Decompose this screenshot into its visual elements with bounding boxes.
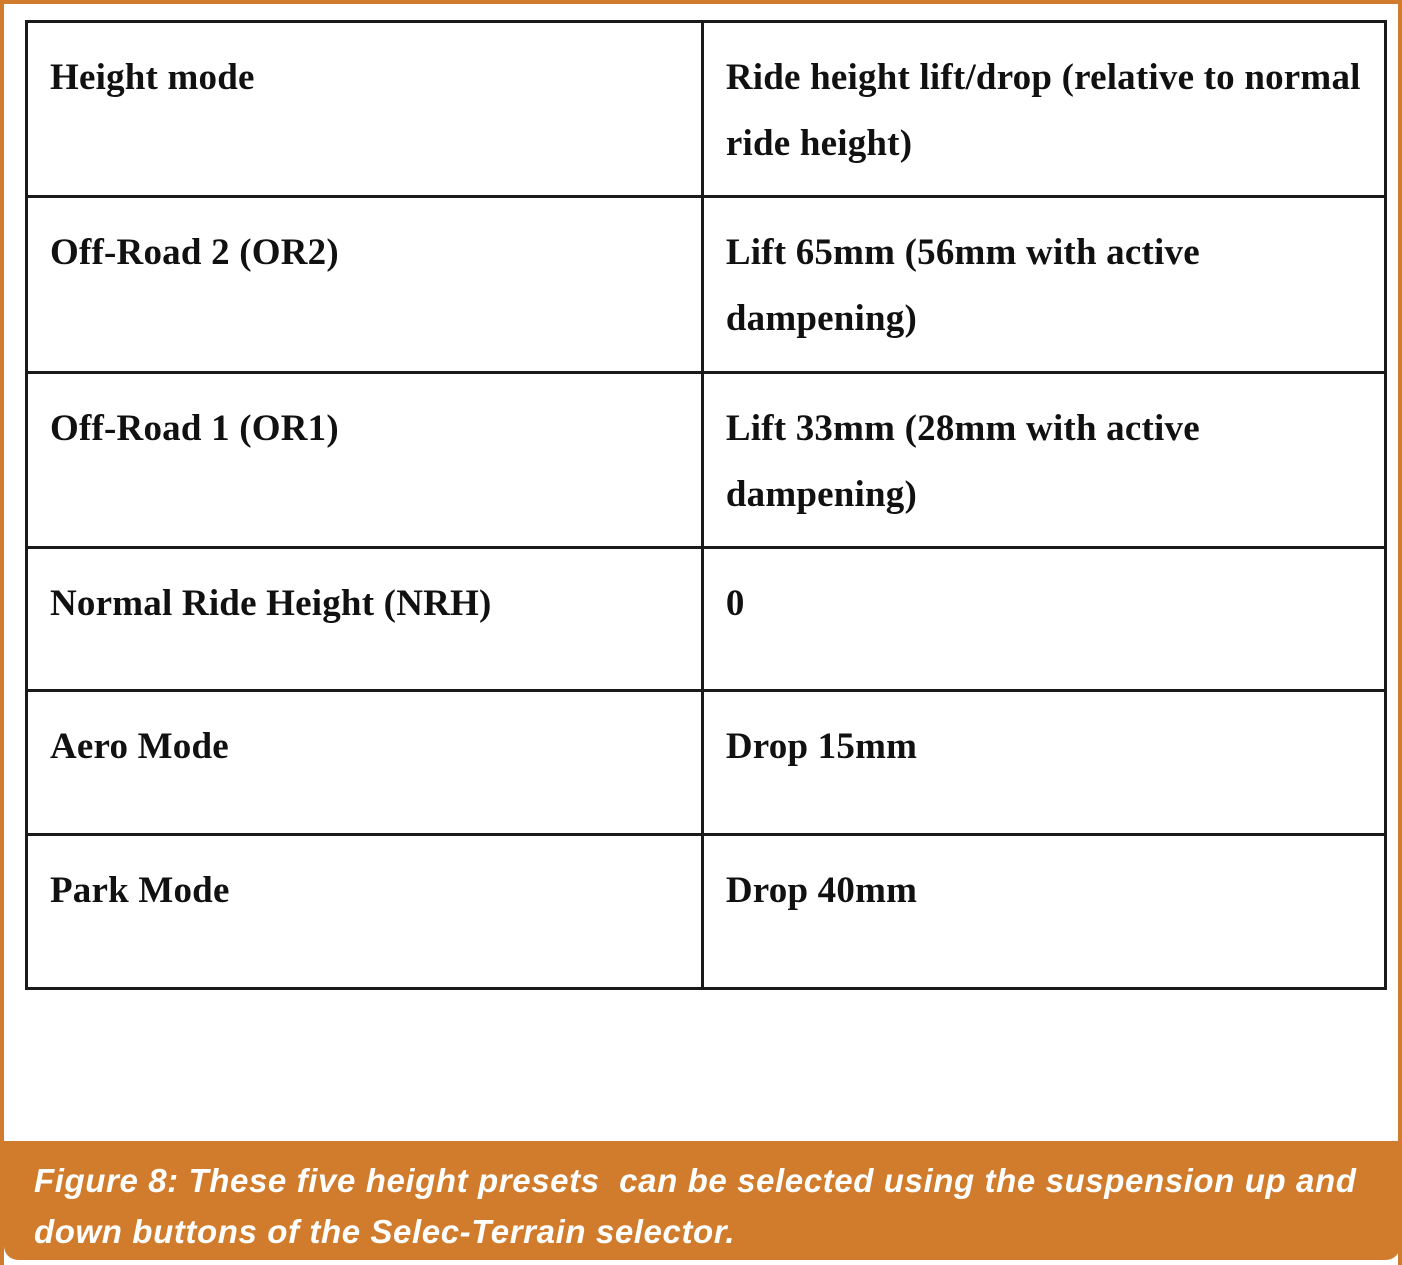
value-cell: Lift 33mm (28mm with active dampening) [702,373,1385,548]
table-row [27,691,1386,835]
table-row [27,548,1386,691]
figure-caption: Figure 8: These five height presets can be selected using the suspension up and down buttons of the Selec-Terrain selector. [4,1141,1400,1260]
mode-cell: Aero Mode [27,691,703,835]
table-header-row [27,22,1386,197]
mode-cell: Normal Ride Height (NRH) [27,548,703,691]
table-row [27,835,1386,989]
value-cell: Lift 65mm (56mm with active dampening) [702,197,1385,373]
header-ride-height: Ride height lift/drop (relative to normal ride height) [702,22,1385,197]
value-cell: Drop 15mm [702,691,1385,835]
value-cell: Drop 40mm [702,835,1385,989]
mode-cell: Off-Road 2 (OR2) [27,197,703,373]
mode-cell: Off-Road 1 (OR1) [27,373,703,548]
height-presets-table [25,20,1387,990]
value-cell: 0 [702,548,1385,691]
table-row [27,373,1386,548]
mode-cell: Park Mode [27,835,703,989]
header-height-mode: Height mode [27,22,703,197]
table-row [27,197,1386,373]
